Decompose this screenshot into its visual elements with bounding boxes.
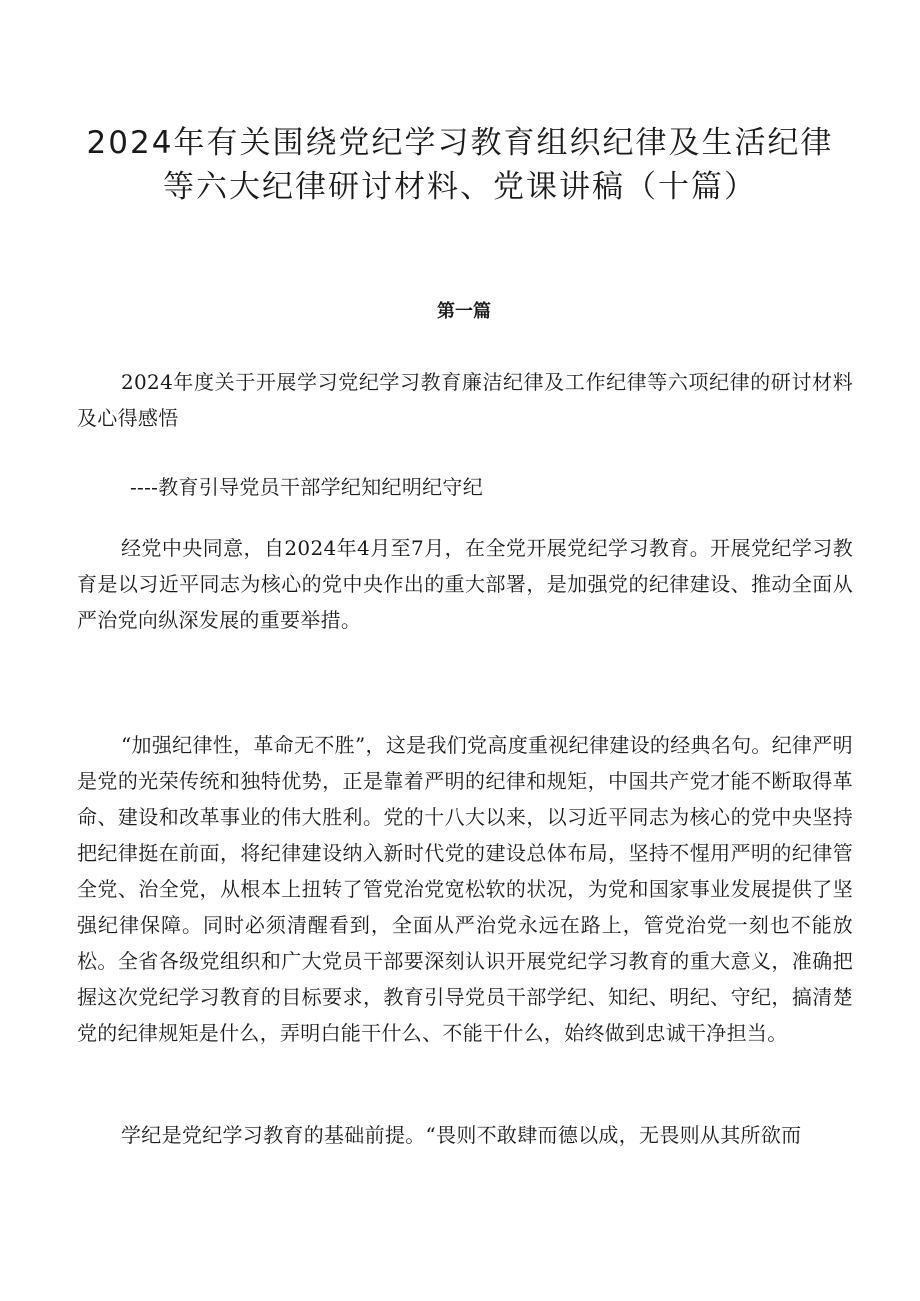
document-title-line-1: 2024年有关围绕党纪学习教育组织纪律及生活纪律 [86,125,834,161]
body-paragraph: 经党中央同意，自2024年4月至7月，在全党开展党纪学习教育。开展党纪学习教育是以习近平同志为核心的党中央作出的重大部署，是加强党的纪律建设、推动全面从严治党向纵深发展的重要举措。 [77,536,853,632]
body-paragraph: 学纪是党纪学习教育的基础前提。“畏则不敢肆而德以成，无畏则从其所欲而 [121,1123,802,1147]
chapter-heading: 第一篇 [437,301,491,322]
document-title-line-2: 等六大纪律研讨材料、党课讲稿（十篇） [163,169,757,205]
body-paragraph: “加强纪律性，革命无不胜”，这是我们党高度重视纪律建设的经典名句。纪律严明是党的光荣传统和独特优势，正是靠着严明的纪律和规矩，中国共产党才能不断取得革命、建设和改革事业的伟大胜利。党的十八大以来，以习近平同志为核心的党中央坚持把纪律挺在前面，将纪律建设纳入新时代党的建设总体布局，坚持不惺用严明的纪律管全党、治全党，从根本上扭转了管党治党宽松软的状况，为党和国家事业发展提供了坚强纪律保障。同时必须清醒看到，全面从严治党永远在路上，管党治党一刻也不能放松。全省各级党组织和广大党员干部要深刻认识开展党纪学习教育的重大意义，准确把握这次党纪学习教育的目标要求，教育引导党员干部学纪、知纪、明纪、守纪，搞清楚党的纪律规矩是什么，弄明白能干什么、不能干什么，始终做到忠诚干净担当。 [77,733,853,1045]
article-subtitle: 2024年度关于开展学习党纪学习教育廉洁纪律及工作纪律等六项纪律的研讨材料及心得感悟 [77,370,853,430]
article-tagline: ----教育引导党员干部学纪知纪明纪守纪 [130,475,484,499]
